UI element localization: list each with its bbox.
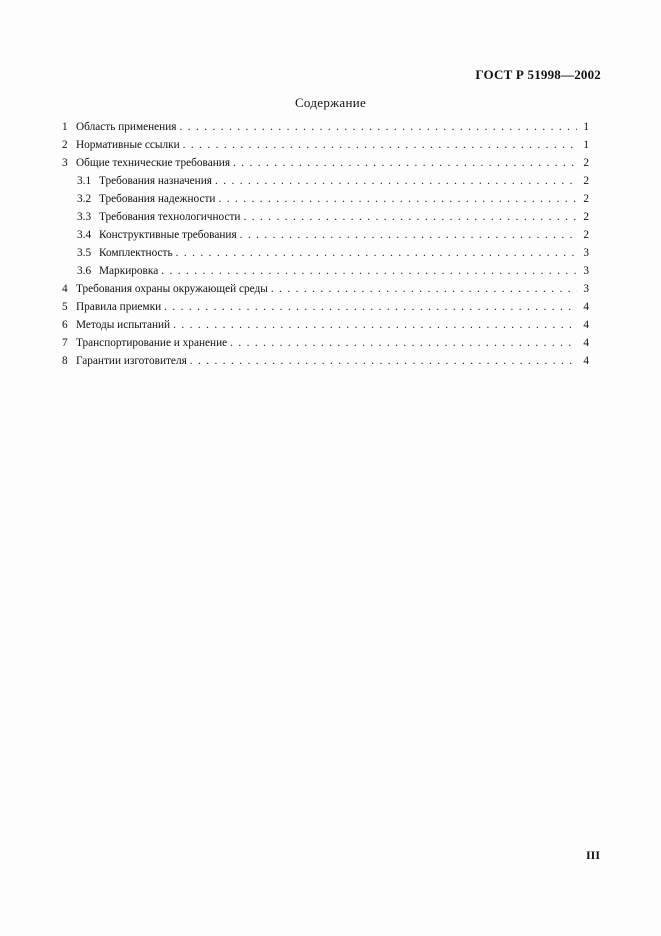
toc-entry-page: 2 [583,193,589,205]
toc-entry-label: Методы испытаний [76,319,171,331]
toc-entry-label: Общие технические требования [76,157,231,169]
dot-leader [230,337,577,349]
toc-entry-page: 3 [583,247,589,259]
dot-leader [243,211,577,223]
toc-entry-5[interactable] [62,301,589,319]
toc-entry-8[interactable] [62,355,589,373]
toc-entry-2[interactable] [62,139,589,157]
toc-entry-number: 3.6 [77,265,92,277]
toc-entry-page: 2 [583,211,589,223]
toc-entry-number: 3.2 [77,193,92,205]
toc-entry-number: 6 [62,319,68,331]
toc-entry-label: Конструктивные требования [99,229,237,241]
toc-entry-3-4[interactable] [62,229,589,247]
dot-leader [161,265,577,277]
toc-entry-label: Гарантии изготовителя [76,355,187,367]
dot-leader [240,229,577,241]
toc-entry-3-2[interactable] [62,193,589,211]
toc-entry-page: 2 [583,157,589,169]
dot-leader [164,301,577,313]
toc-entry-label: Требования надежности [99,193,216,205]
page-folio: III [585,848,600,862]
table-of-contents [62,121,589,373]
toc-entry-page: 3 [583,265,589,277]
toc-entry-3-1[interactable] [62,175,589,193]
toc-entry-1[interactable] [62,121,589,139]
toc-entry-page: 4 [583,319,589,331]
toc-entry-page: 4 [583,301,589,313]
toc-entry-label: Требования технологичности [99,211,241,223]
toc-entry-label: Комплектность [99,247,173,259]
toc-entry-page: 4 [583,355,589,367]
dot-leader [183,139,577,151]
toc-entry-page: 3 [583,283,589,295]
dot-leader [271,283,577,295]
toc-entry-4[interactable] [62,283,589,301]
toc-entry-3-5[interactable] [62,247,589,265]
toc-entry-label: Нормативные ссылки [76,139,180,151]
toc-entry-label: Требования назначения [99,175,212,187]
toc-entry-number: 1 [62,121,68,133]
toc-entry-number: 3.1 [77,175,92,187]
toc-entry-page: 1 [583,121,589,133]
toc-entry-number: 8 [62,355,68,367]
toc-entry-3[interactable] [62,157,589,175]
toc-entry-page: 2 [583,175,589,187]
toc-entry-number: 2 [62,139,68,151]
dot-leader [190,355,577,367]
toc-entry-label: Маркировка [99,265,159,277]
toc-entry-number: 7 [62,337,68,349]
toc-entry-number: 3 [62,157,68,169]
toc-entry-page: 2 [583,229,589,241]
dot-leader [176,247,577,259]
toc-entry-3-3[interactable] [62,211,589,229]
toc-entry-label: Транспортирование и хранение [76,337,228,349]
dot-leader [233,157,577,169]
toc-entry-number: 3.5 [77,247,92,259]
toc-entry-label: Требования охраны окружающей среды [76,283,268,295]
toc-entry-page: 1 [583,139,589,151]
toc-entry-label: Правила приемки [76,301,162,313]
dot-leader [215,175,577,187]
toc-entry-6[interactable] [62,319,589,337]
toc-entry-number: 5 [62,301,68,313]
toc-entry-number: 3.4 [77,229,92,241]
toc-entry-number: 4 [62,283,68,295]
dot-leader [173,319,577,331]
document-code: ГОСТ Р 51998—2002 [475,67,601,82]
toc-entry-label: Область применения [76,121,177,133]
toc-entry-page: 4 [583,337,589,349]
dot-leader [179,121,577,133]
toc-title: Содержание [294,95,367,110]
toc-entry-7[interactable] [62,337,589,355]
toc-entry-3-6[interactable] [62,265,589,283]
toc-entry-number: 3.3 [77,211,92,223]
dot-leader [218,193,577,205]
